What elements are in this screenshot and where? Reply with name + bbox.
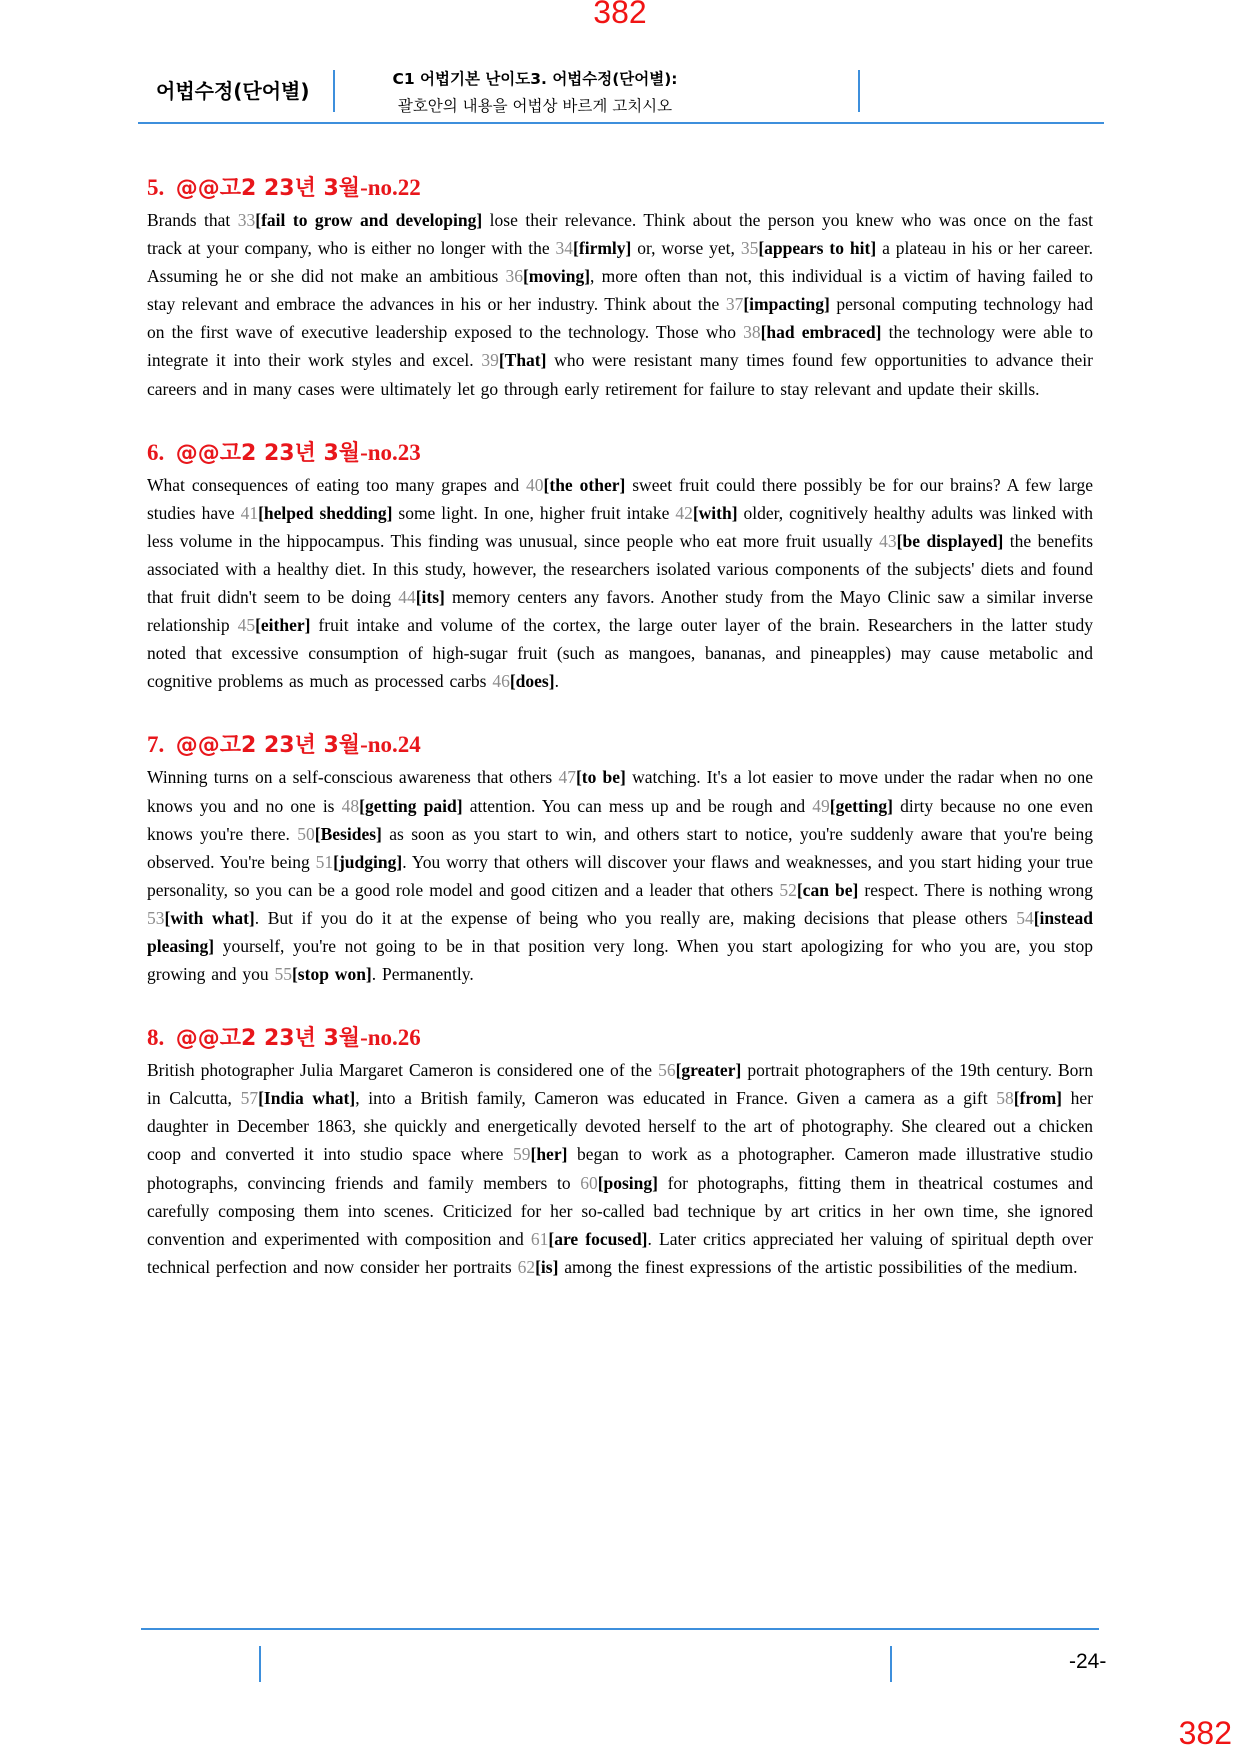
- question-number: 38: [743, 322, 761, 343]
- exercise-section: [147, 172, 1093, 403]
- answer-bracket: [greater]: [675, 1060, 742, 1081]
- section-number: 8.: [147, 1025, 165, 1051]
- footer-divider-left: [259, 1646, 261, 1682]
- question-number: 43: [879, 530, 897, 551]
- question-number: 56: [658, 1060, 676, 1081]
- answer-bracket: [fail to grow and developing]: [255, 210, 483, 230]
- section-source: @@고2 23년 3월: [175, 1026, 361, 1052]
- question-number: 47: [558, 767, 576, 788]
- answer-bracket: [be displayed]: [896, 530, 1004, 551]
- passage-text: British photographer Julia Margaret Cameron is considered one of the 56[greater] portrait photographers of the 19th century. Born in Calcutta, 57[India what], into a British family, Cameron was educated in France. Given a camera as a gift 58[from] her daughter in December 1863, she quickly and energetically devoted herself to the art of photography. She cleared out a chicken coop and converted it into studio space where 59[her] began to work as a photographer. Cameron made illustrative studio photographs, convincing friends and family members to 60[posing] for photographs, fitting them in theatrical costumes and carefully composing them into scenes. Criticized for her so-called bad technique by art critics in her own time, she ignored convention and experimented with composition and 61[are focused]. Later critics appreciated her valuing of spiritual depth over technical perfection and now consider her portraits 62[is] among the finest expressions of the artistic possibilities of the medium.: [147, 1060, 1093, 1277]
- answer-bracket: [posing]: [597, 1172, 658, 1193]
- question-number: 33: [237, 210, 256, 230]
- answer-bracket: [its]: [415, 587, 445, 608]
- page-stamp-bottom: 382: [1178, 1715, 1232, 1751]
- answer-bracket: [Besides]: [314, 823, 382, 844]
- answer-bracket: [getting paid]: [359, 795, 463, 816]
- section-code: -no.22: [360, 175, 421, 200]
- answer-bracket: [That]: [498, 350, 547, 371]
- question-number: 50: [297, 823, 315, 844]
- section-title: [147, 729, 1093, 762]
- question-number: 57: [240, 1088, 259, 1109]
- answer-bracket: [appears to hit]: [758, 238, 877, 259]
- header-category-title: 어법수정(단어별): [156, 79, 310, 103]
- section-source: @@고2 23년 3월: [175, 440, 361, 466]
- question-number: 36: [505, 266, 523, 287]
- question-number: 48: [341, 795, 360, 816]
- answer-bracket: [with]: [692, 502, 738, 523]
- exercise-content: [147, 172, 1093, 1281]
- question-number: 44: [398, 587, 416, 608]
- answer-bracket: [helped shedding]: [258, 502, 393, 523]
- exercise-section: [147, 437, 1093, 696]
- answer-bracket: [does]: [509, 671, 555, 692]
- exercise-section: [147, 729, 1093, 988]
- question-number: 54: [1016, 907, 1034, 928]
- question-number: 45: [237, 615, 256, 636]
- question-number: 37: [725, 294, 744, 315]
- answer-bracket: [had embraced]: [760, 322, 882, 343]
- section-code: -no.26: [360, 1025, 421, 1051]
- page-header: [138, 64, 1104, 124]
- section-title: [147, 437, 1093, 470]
- question-number: 46: [492, 671, 510, 692]
- question-number: 59: [513, 1144, 531, 1165]
- question-number: 39: [481, 350, 499, 371]
- section-source: @@고2 23년 3월: [175, 176, 361, 201]
- answer-bracket: [the other]: [543, 474, 626, 495]
- answer-bracket: [from]: [1013, 1088, 1062, 1109]
- header-divider-right: [858, 70, 860, 112]
- passage-text: What consequences of eating too many grapes and 40[the other] sweet fruit could there possibly be for our brains? A few large studies have 41[helped shedding] some light. In one, higher fruit intake 42[with] older, cognitively healthy adults was linked with less volume in the hippocampus. This finding was unusual, since people who eat more fruit usually 43[be displayed] the benefits associated with a healthy diet. In this study, however, the researchers isolated various components of the subjects' diets and found that fruit didn't seem to be doing 44[its] memory centers any favors. Another study from the Mayo Clinic saw a similar inverse relationship 45[either] fruit intake and volume of the cortex, the large outer layer of the brain. Researchers in the latter study noted that excessive consumption of high-sugar fruit (such as mangoes, bananas, and pineapples) may cause metabolic and cognitive problems as much as processed carbs 46[does].: [147, 474, 1094, 692]
- answer-bracket: [moving]: [522, 266, 591, 287]
- answer-bracket: [is]: [535, 1256, 559, 1277]
- header-instruction-line2: 괄호안의 내용을 어법상 바르게 고치시오: [397, 97, 673, 115]
- answer-bracket: [stop won]: [291, 964, 372, 985]
- question-number: 58: [996, 1088, 1014, 1109]
- page-number: -24-: [1069, 1650, 1107, 1673]
- answer-bracket: [with what]: [164, 907, 255, 928]
- question-number: 40: [526, 474, 544, 495]
- answer-bracket: [either]: [255, 615, 311, 636]
- question-number: 35: [740, 238, 759, 259]
- page-stamp-top: 382: [593, 0, 647, 30]
- answer-bracket: [impacting]: [743, 294, 830, 315]
- passage-text: Brands that 33[fail to grow and developing] lose their relevance. Think about the person you knew who was once on the fast track at your company, who is either no longer with the 34[firmly] or, worse yet, 35[appears to hit] a plateau in his or her career. Assuming he or she did not make an ambitious 36[moving], more often than not, this individual is a victim of having failed to stay relevant and embrace the advances in his or her industry. Think about the 37[impacting] personal computing technology had on the first wave of executive leadership exposed to the technology. Those who 38[had embraced] the technology were able to integrate it into their work styles and excel. 39[That] who were resistant many times found few opportunities to advance their careers and in many cases were ultimately let go through early retirement for failure to stay relevant and update their skills.: [147, 210, 1094, 399]
- question-number: 49: [812, 795, 830, 816]
- answer-bracket: [are focused]: [548, 1228, 648, 1249]
- section-number: 5.: [147, 175, 165, 200]
- question-number: 53: [147, 907, 165, 928]
- answer-bracket: [judging]: [333, 851, 403, 872]
- answer-bracket: [her]: [530, 1144, 568, 1165]
- header-instruction-line1: C1 어법기본 난이도3. 어법수정(단어별):: [392, 70, 678, 88]
- question-number: 61: [530, 1228, 549, 1249]
- question-number: 34: [555, 238, 574, 259]
- header-instructions: [338, 66, 732, 120]
- answer-bracket: [firmly]: [573, 238, 632, 259]
- footer-rule: [141, 1628, 1099, 1630]
- passage-text: Winning turns on a self-conscious awareness that others 47[to be] watching. It's a lot easier to move under the radar when no one knows you and no one is 48[getting paid] attention. You can mess up and be rough and 49[getting] dirty because no one even knows you're there. 50[Besides] as soon as you start to win, and others start to notice, you're suddenly aware that you're being observed. You're being 51[judging]. You worry that others will discover your flaws and weaknesses, and you start hiding your true personality, so you can be a good role model and good citizen and a leader that others 52[can be] respect. There is nothing wrong 53[with what]. But if you do it at the expense of being who you really are, making decisions that please others 54[instead pleasing] yourself, you're not going to be in that position very long. When you start apologizing for who you are, you stop growing and you 55[stop won]. Permanently.: [147, 767, 1094, 985]
- answer-bracket: [to be]: [575, 767, 626, 788]
- section-title: [147, 172, 1093, 205]
- section-title: [147, 1022, 1093, 1055]
- question-number: 52: [779, 879, 797, 900]
- footer-divider-right: [890, 1646, 892, 1682]
- question-number: 55: [274, 964, 292, 985]
- answer-bracket: [instead pleasing]: [147, 907, 1094, 956]
- question-number: 60: [580, 1172, 598, 1193]
- section-code: -no.24: [360, 732, 421, 758]
- question-number: 42: [675, 502, 693, 523]
- question-number: 51: [315, 851, 334, 872]
- header-rule: [138, 122, 1104, 124]
- answer-bracket: [India what]: [258, 1088, 356, 1109]
- answer-bracket: [can be]: [796, 879, 859, 900]
- section-code: -no.23: [360, 439, 421, 465]
- question-number: 62: [517, 1256, 536, 1277]
- exercise-section: [147, 1022, 1093, 1281]
- header-divider-left: [333, 70, 335, 112]
- section-number: 7.: [147, 732, 165, 758]
- answer-bracket: [getting]: [829, 795, 893, 816]
- page-footer: [141, 1628, 1107, 1688]
- section-source: @@고2 23년 3월: [175, 733, 361, 759]
- question-number: 41: [240, 502, 259, 523]
- section-number: 6.: [147, 439, 165, 465]
